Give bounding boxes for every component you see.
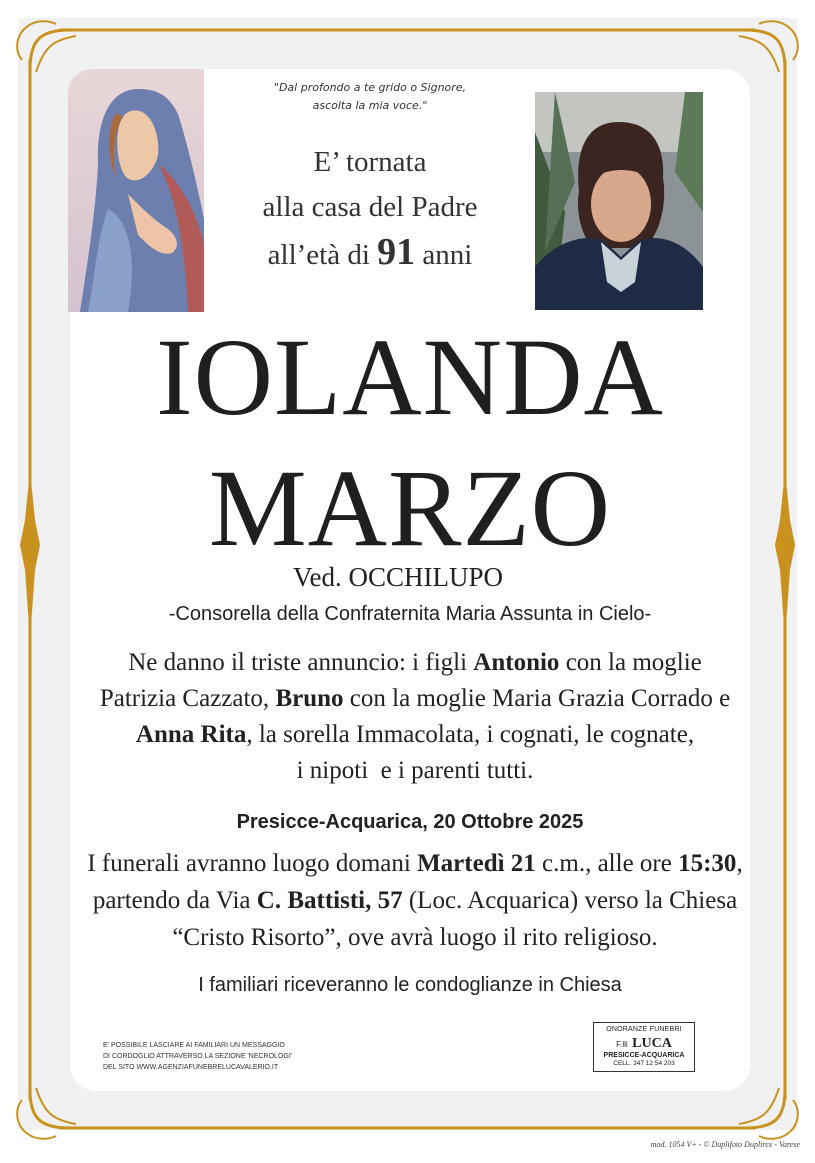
funeral-time: 15:30 bbox=[678, 850, 737, 877]
intro-age-suffix: anni bbox=[422, 239, 473, 271]
child-name: Antonio bbox=[473, 649, 560, 676]
funeral-text: I funerali avranno luogo domani bbox=[87, 850, 411, 877]
place-date: Presicce-Acquarica, 20 Ottobre 2025 bbox=[236, 811, 584, 833]
website-footnote bbox=[103, 1040, 333, 1073]
funeral-line-3: “Cristo Risorto”, ove avrà luogo il rito religioso. bbox=[172, 924, 658, 951]
funeral-text: partendo da Via bbox=[92, 887, 251, 914]
funeral-line-2 bbox=[80, 882, 750, 919]
child-name: Bruno bbox=[275, 685, 344, 712]
funeral-day: Martedì 21 bbox=[417, 850, 536, 877]
announcement-text: Patrizia Cazzato, bbox=[99, 685, 270, 712]
announcement-paragraph bbox=[80, 645, 750, 789]
funeral-line-1 bbox=[80, 845, 750, 882]
announcement-line-3 bbox=[80, 717, 750, 753]
intro-age-prefix: all’età di bbox=[267, 239, 370, 271]
intro-text bbox=[225, 140, 515, 278]
deceased-portrait bbox=[535, 92, 703, 310]
quote-line-1: "Dal profondo a te grido o Signore, bbox=[273, 81, 467, 94]
quote-line-2: ascolta la mia voce." bbox=[312, 99, 428, 112]
agency-prefix: F.lli bbox=[616, 1040, 628, 1049]
madonna-image bbox=[68, 69, 204, 312]
announcement-text: con la moglie Maria Grazia Corrado e bbox=[349, 685, 731, 712]
announcement-line-1 bbox=[80, 645, 750, 681]
footnote-line-3: DEL SITO WWW.AGENZIAFUNEBRELUCAVALERIO.IT bbox=[103, 1064, 279, 1071]
widow-prefix: Ved. bbox=[293, 562, 342, 592]
footnote-line-2: DI CORDOGLIO ATTRAVERSO LA SEZIONE 'NECROLOGI' bbox=[103, 1053, 293, 1060]
funeral-text: , bbox=[736, 850, 743, 877]
announcement-text: con la moglie bbox=[565, 649, 702, 676]
deceased-last-name: MARZO bbox=[208, 447, 612, 569]
widow-surname: OCCHILUPO bbox=[348, 562, 504, 592]
intro-line-2: alla casa del Padre bbox=[262, 191, 478, 223]
child-name: Anna Rita bbox=[135, 721, 247, 748]
condolences-line: I familiari riceveranno le condoglianze in Chiesa bbox=[198, 974, 622, 996]
agency-name-row bbox=[594, 1034, 694, 1052]
agency-name: LUCA bbox=[632, 1036, 672, 1051]
model-note: mod. 1054 V+ - © Duplifoto Duplirex - Varese bbox=[650, 1140, 800, 1149]
announcement-line-2 bbox=[80, 681, 750, 717]
agency-phone: CELL. 347 12 54 203 bbox=[613, 1060, 675, 1067]
agency-title: ONORANZE FUNEBRI bbox=[606, 1026, 682, 1033]
intro-line-1: E’ tornata bbox=[313, 146, 427, 178]
footnote-line-1: E' POSSIBILE LASCIARE AI FAMILIARI UN MESSAGGIO bbox=[103, 1042, 285, 1049]
intro-line-3 bbox=[225, 230, 515, 278]
confraternity-line: -Consorella della Confraternita Maria Assunta in Cielo- bbox=[168, 603, 652, 625]
announcement-line-4: i nipoti e i parenti tutti. bbox=[296, 757, 534, 784]
funeral-agency-stamp bbox=[593, 1022, 695, 1072]
funeral-text: c.m., alle ore bbox=[542, 850, 672, 877]
deceased-first-name: IOLANDA bbox=[155, 316, 664, 438]
agency-place: PRESICCE-ACQUARICA bbox=[603, 1052, 685, 1059]
age-value: 91 bbox=[377, 231, 416, 273]
prayer-quote bbox=[250, 79, 490, 115]
announcement-text: Ne danno il triste annuncio: i figli bbox=[128, 649, 468, 676]
widow-line bbox=[293, 562, 503, 593]
funeral-street: C. Battisti, 57 bbox=[256, 887, 403, 914]
announcement-text: , la sorella Immacolata, i cognati, le cognate, bbox=[246, 721, 695, 748]
funeral-text: (Loc. Acquarica) verso la Chiesa bbox=[408, 887, 738, 914]
funeral-paragraph bbox=[80, 845, 750, 956]
